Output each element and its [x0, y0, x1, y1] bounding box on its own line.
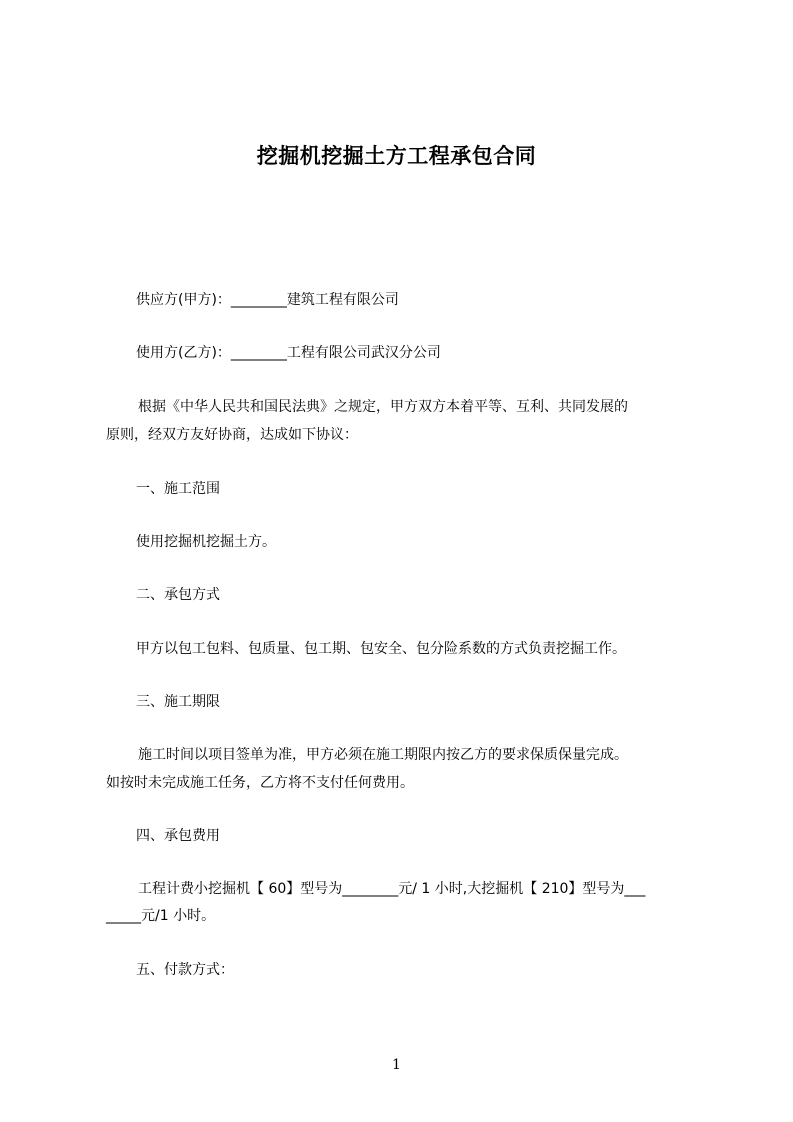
contract-title: 挖掘机挖掘土方工程承包合同: [256, 144, 537, 168]
section-heading-payment: 五、付款方式：: [136, 962, 234, 978]
section-text-fees-2: _____元/1 小时。: [106, 908, 216, 924]
party-b-line: 使用方(乙方)：________工程有限公司武汉分公司: [136, 345, 441, 361]
section-text-contract-method: 甲方以包工包料、包质量、包工期、包安全、包分险系数的方式负责挖掘工作。: [136, 641, 626, 657]
preamble-line-2: 原则，经双方友好协商，达成如下协议：: [106, 427, 358, 443]
section-text-scope: 使用挖掘机挖掘土方。: [136, 534, 276, 550]
party-a-line: 供应方(甲方)：________建筑工程有限公司: [136, 292, 399, 308]
page-number: 1: [392, 1057, 401, 1073]
section-heading-scope: 一、施工范围: [136, 481, 220, 497]
section-text-period-1: 施工时间以项目签单为准，甲方必须在施工期限内按乙方的要求保质保量完成。: [138, 747, 628, 763]
section-text-period-2: 如按时未完成施工任务，乙方将不支付任何费用。: [106, 775, 414, 791]
section-heading-contract-method: 二、承包方式: [136, 587, 220, 603]
section-heading-period: 三、施工期限: [136, 694, 220, 710]
preamble-line-1: 根据《中华人民共和国民法典》之规定，甲方双方本着平等、互利、共同发展的: [138, 399, 628, 415]
section-heading-fees: 四、承包费用: [136, 828, 220, 844]
section-text-fees-1: 工程计费小挖掘机【 60】型号为________元/ 1 小时,大挖掘机【 210】型号为___: [138, 881, 646, 897]
